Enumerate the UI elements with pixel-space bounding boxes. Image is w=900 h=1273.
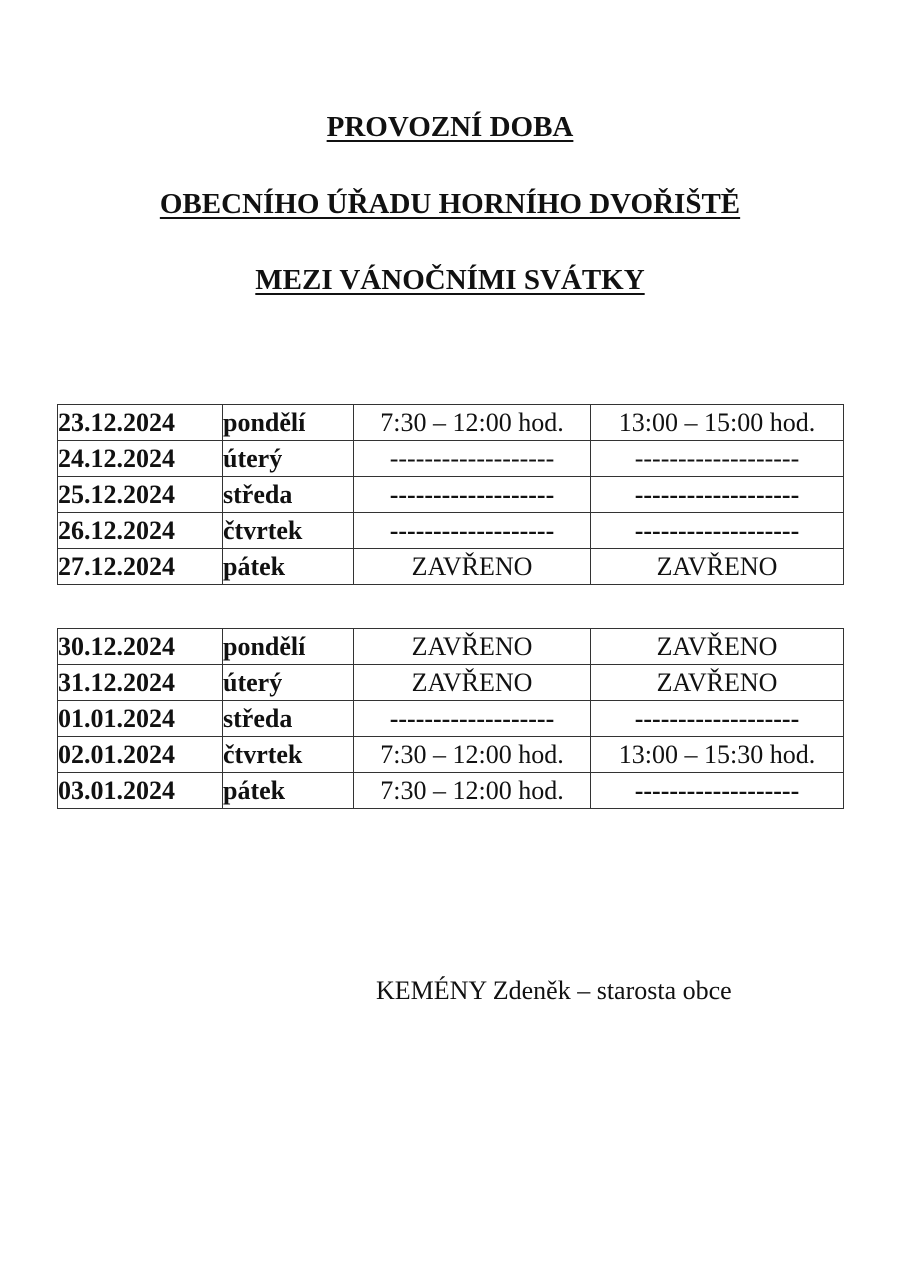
day-cell: pondělí: [223, 629, 354, 665]
title-line-3: MEZI VÁNOČNÍMI SVÁTKY: [255, 264, 645, 296]
day-cell: pátek: [223, 549, 354, 585]
date-cell: 31.12.2024: [58, 665, 223, 701]
day-cell: pondělí: [223, 405, 354, 441]
morning-hours-cell: -------------------: [354, 441, 591, 477]
afternoon-hours-cell: ZAVŘENO: [591, 549, 844, 585]
table-row: [58, 405, 844, 441]
table-row: [58, 441, 844, 477]
date-cell: 26.12.2024: [58, 513, 223, 549]
afternoon-hours-cell: ZAVŘENO: [591, 629, 844, 665]
day-cell: úterý: [223, 665, 354, 701]
morning-hours-cell: -------------------: [354, 513, 591, 549]
afternoon-hours-cell: 13:00 – 15:00 hod.: [591, 405, 844, 441]
table-row: [58, 513, 844, 549]
morning-hours-cell: 7:30 – 12:00 hod.: [354, 737, 591, 773]
day-cell: čtvrtek: [223, 737, 354, 773]
morning-hours-cell: 7:30 – 12:00 hod.: [354, 773, 591, 809]
date-cell: 27.12.2024: [58, 549, 223, 585]
day-cell: středa: [223, 477, 354, 513]
date-cell: 25.12.2024: [58, 477, 223, 513]
date-cell: 01.01.2024: [58, 701, 223, 737]
table-row: [58, 665, 844, 701]
day-cell: úterý: [223, 441, 354, 477]
table-row: [58, 701, 844, 737]
morning-hours-cell: 7:30 – 12:00 hod.: [354, 405, 591, 441]
table-row: [58, 737, 844, 773]
date-cell: 03.01.2024: [58, 773, 223, 809]
date-cell: 23.12.2024: [58, 405, 223, 441]
afternoon-hours-cell: 13:00 – 15:30 hod.: [591, 737, 844, 773]
afternoon-hours-cell: ZAVŘENO: [591, 665, 844, 701]
date-cell: 24.12.2024: [58, 441, 223, 477]
morning-hours-cell: ZAVŘENO: [354, 665, 591, 701]
signature-line: KEMÉNY Zdeněk – starosta obce: [376, 976, 732, 1005]
morning-hours-cell: -------------------: [354, 701, 591, 737]
day-cell: pátek: [223, 773, 354, 809]
date-cell: 30.12.2024: [58, 629, 223, 665]
table-row: [58, 629, 844, 665]
table-row: [58, 477, 844, 513]
day-cell: čtvrtek: [223, 513, 354, 549]
afternoon-hours-cell: -------------------: [591, 701, 844, 737]
schedule-table-christmas-week: [57, 404, 844, 585]
morning-hours-cell: ZAVŘENO: [354, 629, 591, 665]
afternoon-hours-cell: -------------------: [591, 441, 844, 477]
title-line-1: PROVOZNÍ DOBA: [326, 111, 574, 143]
title-line-2: OBECNÍHO ÚŘADU HORNÍHO DVOŘIŠTĚ: [159, 188, 741, 220]
table-row: [58, 773, 844, 809]
afternoon-hours-cell: -------------------: [591, 773, 844, 809]
day-cell: středa: [223, 701, 354, 737]
afternoon-hours-cell: -------------------: [591, 513, 844, 549]
table-row: [58, 549, 844, 585]
schedule-table-new-year-week: [57, 628, 844, 809]
morning-hours-cell: -------------------: [354, 477, 591, 513]
date-cell: 02.01.2024: [58, 737, 223, 773]
morning-hours-cell: ZAVŘENO: [354, 549, 591, 585]
afternoon-hours-cell: -------------------: [591, 477, 844, 513]
